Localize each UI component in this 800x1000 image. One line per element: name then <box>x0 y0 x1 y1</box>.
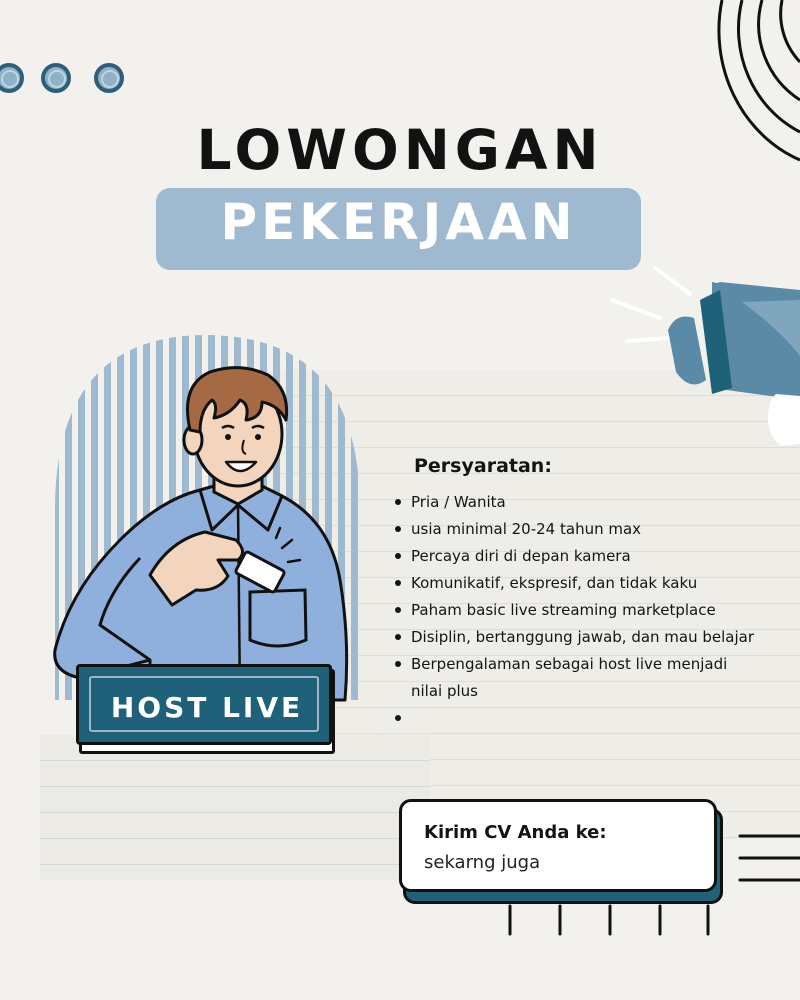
requirement-item: Komunikatif, ekspresif, dan tidak kaku <box>392 570 797 597</box>
requirement-item: Percaya diri di depan kamera <box>392 543 797 570</box>
requirement-item: Pria / Wanita <box>392 489 797 516</box>
requirements-heading: Persyaratan: <box>414 455 552 477</box>
contact-value: sekarng juga <box>424 852 541 873</box>
page-subtitle: PEKERJAAN <box>220 193 577 251</box>
page-title: LOWONGAN <box>196 118 604 182</box>
requirement-item: Berpengalaman sebagai host live menjadi nilai plus <box>392 651 797 705</box>
requirement-item: Paham basic live streaming marketplace <box>392 597 797 624</box>
contact-title: Kirim CV Anda ke: <box>424 822 607 843</box>
badge-label: HOST LIVE <box>110 691 304 724</box>
requirement-item: Disiplin, bertanggung jawab, dan mau belajar <box>392 624 797 651</box>
requirement-item: usia minimal 20-24 tahun max <box>392 516 797 543</box>
